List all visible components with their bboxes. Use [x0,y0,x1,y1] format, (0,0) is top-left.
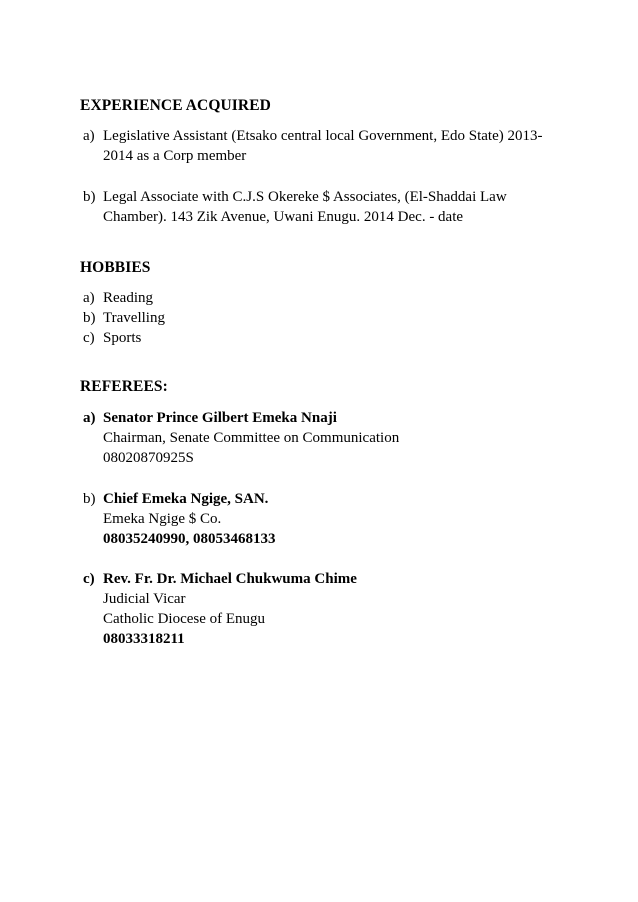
hobbies-heading: HOBBIES [80,259,151,276]
list-marker: b) [83,310,96,326]
referee-name: Senator Prince Gilbert Emeka Nnaji [103,410,337,426]
hobby-text: Reading [103,290,153,306]
referee-detail: Emeka Ngige $ Co. [103,511,222,527]
hobby-text: Travelling [103,310,165,326]
experience-text-line: Legal Associate with C.J.S Okereke $ Associates, (El-Shaddai Law [103,189,507,205]
hobby-text: Sports [103,330,142,346]
experience-text-line: 2014 as a Corp member [103,148,247,164]
referee-detail: 08020870925S [103,450,194,466]
list-marker: c) [83,571,95,587]
list-marker: b) [83,189,96,205]
list-marker: a) [83,410,96,426]
experience-text-line: Legislative Assistant (Etsako central local Government, Edo State) 2013- [103,128,543,144]
referee-phone: 08035240990, 08053468133 [103,531,276,547]
referee-detail: Chairman, Senate Committee on Communication [103,430,400,446]
list-marker: b) [83,491,96,507]
referee-phone: 08033318211 [103,631,185,647]
referee-detail: Catholic Diocese of Enugu [103,611,266,627]
list-marker: c) [83,330,95,346]
experience-text-line: Chamber). 143 Zik Avenue, Uwani Enugu. 2014 Dec. - date [103,209,464,225]
list-marker: a) [83,290,95,306]
referee-detail: Judicial Vicar [103,591,186,607]
list-marker: a) [83,128,95,144]
experience-heading: EXPERIENCE ACQUIRED [80,97,271,114]
referee-name: Rev. Fr. Dr. Michael Chukwuma Chime [103,571,357,587]
referee-name: Chief Emeka Ngige, SAN. [103,491,269,507]
referees-heading: REFEREES: [80,378,168,395]
